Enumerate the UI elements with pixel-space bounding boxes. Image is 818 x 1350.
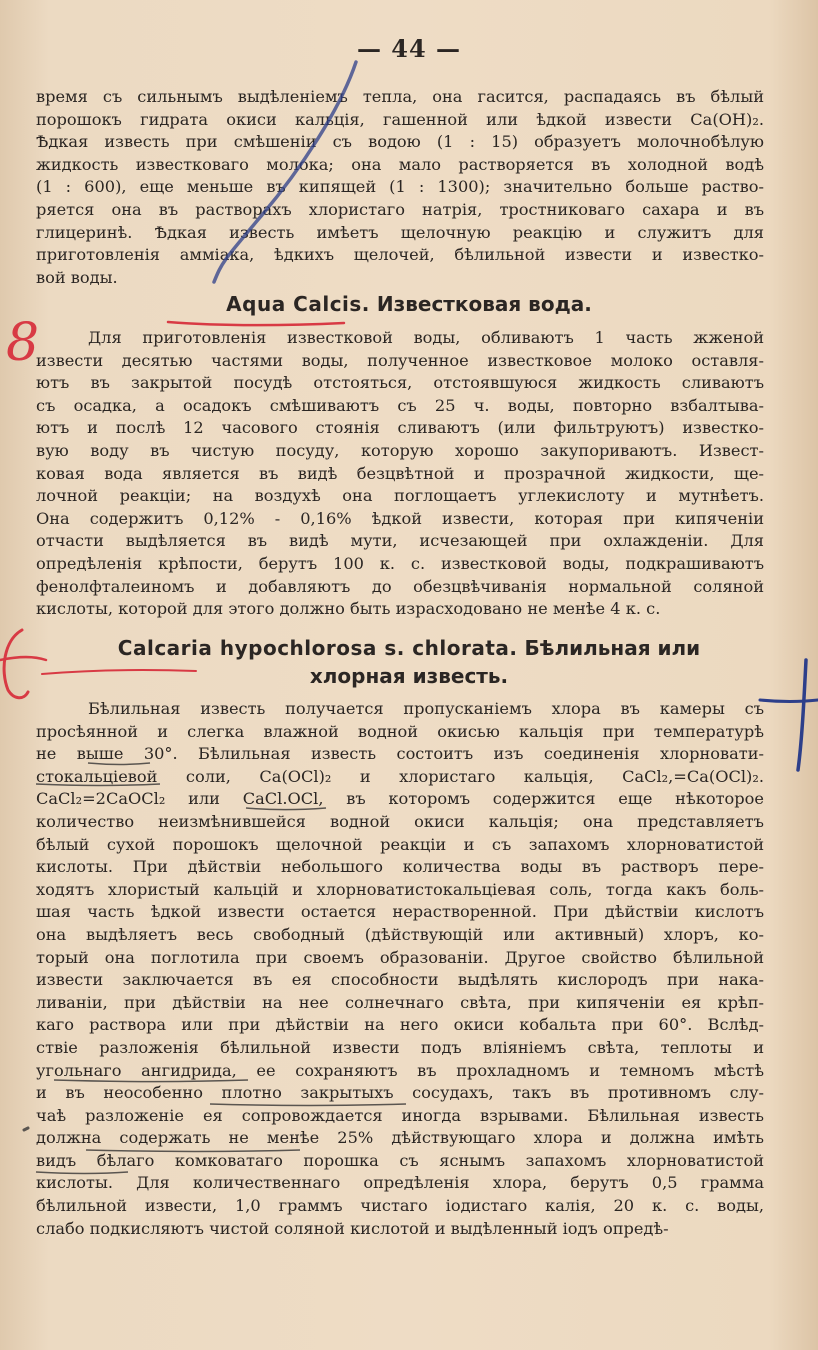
text-line: она выдѣляетъ весь свободный (дѣйствующій или активный) хлоръ, ко- [36,924,764,944]
text-line: ютъ и послѣ 12 часового стоянія сливаютъ (или фильтруютъ) известко- [36,418,764,438]
text-line: количество неизмѣнившейся водной окиси кальція; она представляетъ [36,811,764,831]
text-line: просѣянной и слегка влажной водной окисью кальція при температурѣ [36,721,764,741]
paragraph-calcaria [36,698,764,1240]
text-line: извести заключается въ ея способности выдѣлять кислородъ при нака- [36,970,764,990]
text-line: вую воду въ чистую посуду, которую хорошо закупориваютъ. Извест- [36,440,764,460]
text-line: стокальціевой соли, Ca(OCl)₂ и хлористаго кальція, CaCl₂,=Ca(OCl)₂. [36,766,764,786]
text-line: съ осадка, а осадокъ смѣшиваютъ съ 25 ч. воды, повторно взбалтыва- [36,395,764,415]
text-line: видъ бѣлаго комковатаго порошка съ яснымъ запахомъ хлорноватистой [36,1150,764,1170]
text-line: бѣлый сухой порошокъ щелочной реакціи и съ запахомъ хлорноватистой [36,834,764,854]
text-line: порошокъ гидрата окиси кальція, гашенной или ѣдкой извести Ca(OH)₂. [36,109,764,129]
text-line: ствіе разложенія бѣлильной извести подъ вліяніемъ свѣта, теплоты и [36,1037,764,1057]
text-line: торый она поглотила при своемъ образованіи. Другое свойство бѣлильной [36,947,764,967]
text-line: кислоты. Для количественнаго опредѣленія хлора, берутъ 0,5 грамма [36,1173,764,1193]
heading-russian: Известковая вода. [376,292,592,316]
text-line: фенолфталеиномъ и добавляютъ до обезцвѣчиванія нормальной соляной [36,576,764,596]
paragraph-aqua-calcis [36,327,764,621]
text-line: Для приготовленія известковой воды, обливаютъ 1 часть жженой [88,328,764,347]
text-line: ковая вода является въ видѣ безцвѣтной и прозрачной жидкости, ще- [36,463,764,483]
section-heading-calcaria [0,634,818,690]
text-line: Бѣлильная известь получается пропусканіемъ хлора въ камеры съ [88,699,764,718]
red-underline-aqua [168,322,344,325]
section-heading-aqua-calcis [0,290,818,318]
text-line: кислоты. При дѣйствіи небольшого количества воды въ растворъ пере- [36,857,764,877]
text-line: ходятъ хлористый кальцій и хлорноватистокальціевая соль, тогда какъ боль- [36,879,764,899]
text-line: извести десятью частями воды, полученное известковое молоко оставля- [36,350,764,370]
text-line: шая часть ѣдкой извести остается нерастворенной. При дѣйствіи кислотъ [36,902,764,922]
pencil-dot [24,1128,28,1130]
text-line: бѣлильной извести, 1,0 граммъ чистаго іодистаго калія, 20 к. с. воды, [36,1196,764,1216]
text-line: (1 : 600), еще меньше въ кипящей (1 : 1300); значительно больше раство- [36,177,764,197]
text-line: отчасти выдѣляется въ видѣ мути, исчезающей при охлажденіи. Для [36,531,764,551]
text-line: жидкость известковаго молока; она мало растворяется въ холодной водѣ [36,154,764,174]
text-line: и въ неособенно плотно закрытыхъ сосудахъ, такъ въ противномъ слу- [36,1083,764,1103]
text-line: глицеринѣ. Ѣдкая известь имѣетъ щелочную реакцію и служитъ для [36,222,764,242]
blue-cross-horizontal [760,700,818,702]
heading-russian: Бѣлильная или [524,636,701,660]
text-line: опредѣленія крѣпости, берутъ 100 к. с. известковой воды, подкрашиваютъ [36,553,764,573]
text-line: должна содержать не менѣе 25% дѣйствующаго хлора и должна имѣть [36,1128,764,1148]
text-line: лочной реакціи; на воздухѣ она поглощаетъ углекислоту и мутнѣетъ. [36,486,764,506]
page-number: — 44 — [356,34,462,63]
text-line: кислоты, которой для этого должно быть израсходовано не менѣе 4 к. с. [36,599,661,619]
heading-latin: Calcaria hypochlorosa s. chlorata. [117,636,518,660]
text-line: время съ сильнымъ выдѣленіемъ тепла, она гасится, распадаясь въ бѣлый [36,87,764,106]
text-line: каго раствора или при дѣйствіи на него окиси кобальта при 60°. Вслѣд- [36,1015,764,1035]
text-line: чаѣ разложеніе ея сопровождается иногда взрывами. Бѣлильная известь [36,1105,764,1125]
text-line: CaCl₂=2CaOCl₂ или CaCl.OCl, въ которомъ содержится еще нѣкоторое [36,789,764,809]
paragraph-intro [36,86,764,289]
red-margin-numeral: 8 [6,313,40,373]
heading-latin: Aqua Calcis. [226,292,370,316]
text-line: ряется она въ растворахъ хлористаго натрія, тростниковаго сахара и въ [36,199,764,219]
text-line: Ѣдкая известь при смѣшеніи съ водою (1 : 15) образуетъ молочнобѣлую [36,132,764,152]
text-line: угольнаго ангидрида, ее сохраняютъ въ прохладномъ и темномъ мѣстѣ [36,1060,764,1080]
text-line: слабо подкисляютъ чистой соляной кислотой и выдѣленный іодъ опредѣ- [36,1218,669,1238]
heading-line-2: хлорная известь. [309,664,509,688]
text-line: приготовленія аммiака, ѣдкихъ щелочей, бѣлильной извести и известко- [36,245,764,265]
text-line: вой воды. [36,267,118,287]
text-line: Она содержитъ 0,12% - 0,16% ѣдкой извести, которая при кипяченіи [36,508,764,528]
text-line: не выше 30°. Бѣлильная известь состоитъ изъ соединенія хлорновати- [36,744,764,764]
text-line: ливаніи, при дѣйствіи на нее солнечнаго свѣта, при кипяченіи ея крѣп- [36,992,764,1012]
text-line: ютъ въ закрытой посудѣ отстояться, отстоявшуюся жидкость сливаютъ [36,373,764,393]
